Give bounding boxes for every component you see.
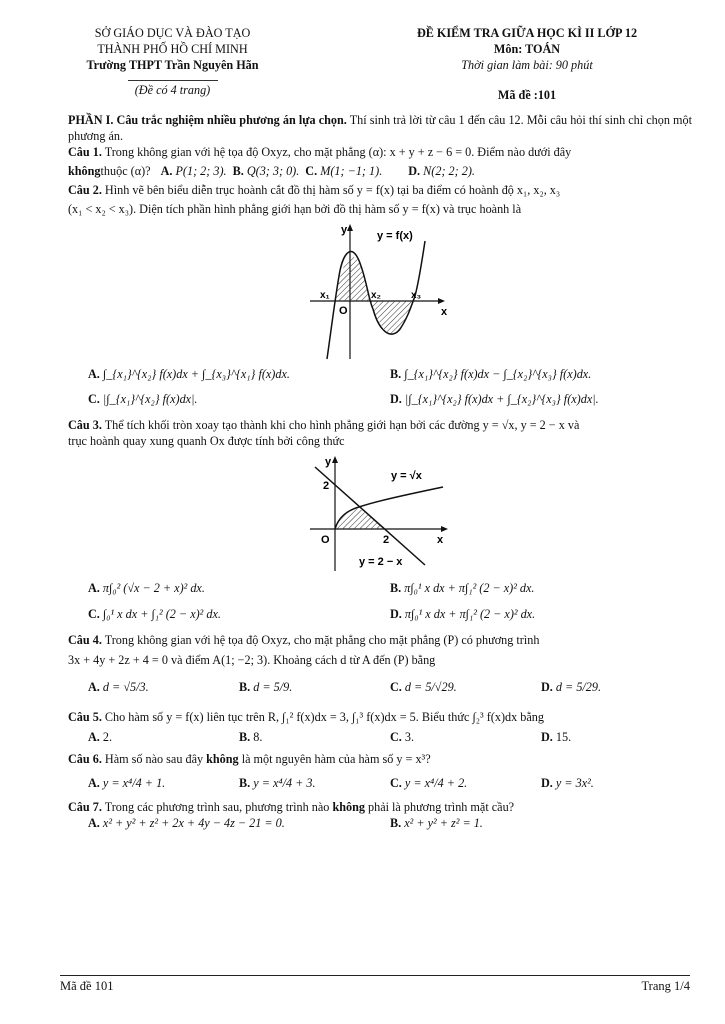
q3-x-arrow	[441, 526, 448, 532]
q1-option-d-letter: D.	[408, 164, 421, 179]
q2-x3-label: x₃	[411, 289, 422, 301]
q5-option-a-letter: A.	[88, 730, 100, 745]
q7-option-a-letter: A.	[88, 815, 100, 830]
q1-text: Trong không gian với hệ tọa độ Oxyz, cho mặt phẳng (α): x + y + z − 6 = 0. Điểm nào dưới đây	[101, 145, 572, 160]
q5-option-d[interactable]: 15.	[555, 730, 572, 745]
q1-emphasis: không	[68, 164, 101, 179]
q3-y-tick-2: 2	[323, 480, 330, 493]
exam-page	[68, 26, 692, 831]
q4-option-a[interactable]: d = √5/3.	[102, 680, 149, 695]
q2-options-row2	[68, 392, 692, 408]
q1-option-c-letter: C.	[305, 164, 318, 179]
q3-option-b-letter: B.	[390, 581, 402, 596]
q3-option-a[interactable]: π∫₀² (√x − 2 + x)² dx.	[102, 581, 205, 596]
q5-option-b[interactable]: 8.	[253, 730, 263, 745]
q7-text-pre: Trong các phương trình sau, phương trình nào	[101, 799, 333, 814]
q7-option-a[interactable]: x² + y² + z² + 2x + 4y − 4z − 21 = 0.	[102, 815, 285, 830]
q7-option-b[interactable]: x² + y² + z² = 1.	[404, 815, 483, 830]
q2-x1-label: x₁	[320, 289, 330, 301]
question-6	[68, 752, 692, 768]
q5-option-a[interactable]: 2.	[102, 730, 113, 745]
q2-y-label: y	[341, 223, 348, 236]
q6-option-c[interactable]: y = x⁴/4 + 2.	[404, 775, 468, 790]
q4-option-b[interactable]: d = 5/9.	[253, 680, 293, 695]
q6-emphasis: không	[206, 752, 239, 767]
q7-emphasis: không	[332, 799, 365, 814]
footer-exam-code: Mã đề 101	[60, 979, 114, 993]
q3-option-c[interactable]: ∫₀¹ x dx + ∫₁² (2 − x)² dx.	[102, 606, 221, 621]
q3-option-a-letter: A.	[88, 581, 100, 596]
part1-title: PHẦN I. Câu trắc nghiệm nhiều phương án lựa chọn.	[68, 113, 347, 128]
q1-option-a[interactable]: P(1; 2; 3).	[175, 164, 227, 179]
q3-line-label: y = 2 − x	[359, 556, 403, 569]
q2-option-d-letter: D.	[390, 392, 402, 407]
q3-curve-label: y = √x	[391, 470, 422, 483]
q6-option-d[interactable]: y = 3x².	[555, 775, 594, 790]
q6-options	[68, 776, 692, 792]
q3-graph	[305, 453, 455, 575]
question-5	[68, 710, 692, 726]
page-footer	[60, 975, 690, 994]
q4-option-d-letter: D.	[541, 680, 553, 695]
q2-options-row1	[68, 367, 692, 383]
q4-option-a-letter: A.	[88, 680, 100, 695]
q2-y-arrow	[347, 224, 353, 231]
q3-text: Thể tích khối tròn xoay tạo thành khi cho hình phẳng giới hạn bởi các đường y = √x, y = 2 − x và	[101, 418, 580, 433]
footer-page-number: Trang 1/4	[641, 979, 690, 993]
exam-title-block	[362, 26, 692, 103]
q6-option-d-letter: D.	[541, 775, 553, 790]
header-divider	[128, 80, 218, 81]
q4-option-c-letter: C.	[390, 680, 402, 695]
q2-origin-label: O	[339, 304, 348, 317]
q2-x2-label: x₂	[371, 289, 382, 301]
q7-text-post: phải là phương trình mặt cầu?	[364, 799, 515, 814]
q2-x-label: x	[441, 305, 448, 318]
q7-options	[68, 816, 692, 832]
q5-options	[68, 730, 692, 746]
question-7	[68, 800, 692, 816]
q3-label: Câu 3.	[68, 418, 102, 433]
part1-text: Thí sinh trả lời từ câu 1 đến câu 12. Mỗi câu hỏi thí sinh chỉ chọn một phương án.	[68, 113, 693, 144]
q2-option-b-letter: B.	[390, 366, 402, 381]
q3-options-row2	[68, 607, 692, 623]
q1-label: Câu 1.	[68, 145, 102, 160]
q2-option-b[interactable]: ∫_{x₁}^{x₂} f(x)dx − ∫_{x₂}^{x₃} f(x)dx.	[404, 366, 592, 381]
q3-shaded-region	[335, 508, 385, 529]
q4-options	[68, 680, 692, 696]
q6-option-a-letter: A.	[88, 775, 100, 790]
exam-code: Mã đề :101	[497, 87, 557, 102]
q4-text: Trong không gian với hệ tọa độ Oxyz, cho mặt phẳng cho mặt phẳng (P) có phương trình	[101, 632, 540, 647]
q5-label: Câu 5.	[68, 710, 102, 725]
q3-x-tick-2: 2	[383, 534, 390, 547]
q2-func-label: y = f(x)	[377, 229, 413, 242]
q3-x-label: x	[437, 534, 444, 547]
q2-x-arrow	[438, 298, 445, 304]
question-1	[68, 145, 692, 161]
q2-option-a-letter: A.	[88, 366, 100, 381]
school-name: Trường THPT Trần Nguyên Hãn	[86, 57, 259, 72]
question-4	[68, 633, 692, 649]
q4-option-d[interactable]: d = 5/29.	[555, 680, 602, 695]
q2-text: Hình vẽ bên biểu diễn trục hoành cắt đồ thị hàm số y = f(x) tại ba điểm có hoành độ x₁, x₂, x₃	[101, 182, 561, 197]
q1-option-b-letter: B.	[232, 164, 244, 179]
q7-option-b-letter: B.	[390, 815, 402, 830]
q3-origin-label: O	[321, 534, 330, 547]
q5-option-c[interactable]: 3.	[404, 730, 415, 745]
q3-option-c-letter: C.	[88, 606, 100, 621]
question-2	[68, 183, 692, 199]
q6-label: Câu 6.	[68, 752, 102, 767]
q1-option-d[interactable]: N(2; 2; 2).	[423, 164, 475, 179]
subject-name: Môn: TOÁN	[493, 41, 561, 56]
q3-options-row1	[68, 581, 692, 597]
q6-text-post: là một nguyên hàm của hàm số y = x³?	[238, 752, 431, 767]
page-count-note: (Đề có 4 trang)	[134, 82, 211, 97]
q2-option-d[interactable]: |∫_{x₁}^{x₂} f(x)dx + ∫_{x₂}^{x₃} f(x)dx|.	[404, 392, 599, 407]
q3-y-arrow	[332, 456, 338, 463]
q6-text-pre: Hàm số nào sau đây	[101, 752, 207, 767]
q1-option-b[interactable]: Q(3; 3; 0).	[246, 164, 300, 179]
q3-y-label: y	[325, 456, 332, 469]
q4-label: Câu 4.	[68, 632, 102, 647]
q3-line2: trục hoành quay xung quanh Ox được tính bởi công thức	[68, 434, 345, 449]
q5-option-c-letter: C.	[390, 730, 402, 745]
exam-header	[68, 26, 692, 103]
q6-option-c-letter: C.	[390, 775, 402, 790]
q2-line2: (x₁ < x₂ < x₃). Diện tích phần hình phẳng giới hạn bởi đồ thị hàm số y = f(x) và trục hoành là	[68, 201, 522, 216]
q7-label: Câu 7.	[68, 799, 102, 814]
q6-option-b-letter: B.	[239, 775, 251, 790]
q5-option-b-letter: B.	[239, 730, 251, 745]
city-name: THÀNH PHỐ HỒ CHÍ MINH	[97, 41, 248, 56]
q3-option-b[interactable]: π∫₀¹ x dx + π∫₁² (2 − x)² dx.	[404, 581, 535, 596]
part1-intro	[68, 113, 692, 145]
q1-option-c[interactable]: M(1; −1; 1).	[320, 164, 383, 179]
q1-line2	[68, 164, 692, 180]
q2-graph	[305, 221, 455, 361]
question-3	[68, 418, 692, 434]
q6-option-a[interactable]: y = x⁴/4 + 1.	[102, 775, 166, 790]
q2-option-c-letter: C.	[88, 392, 100, 407]
q2-label: Câu 2.	[68, 182, 102, 197]
q5-text: Cho hàm số y = f(x) liên tục trên R, ∫₁² f(x)dx = 3, ∫₁³ f(x)dx = 5. Biểu thức ∫₂³ f(x)dx bằng	[101, 710, 544, 725]
q5-option-d-letter: D.	[541, 730, 553, 745]
q2-option-c[interactable]: |∫_{x₁}^{x₂} f(x)dx|.	[102, 392, 198, 407]
q1-text2: thuộc (α)?	[100, 164, 151, 179]
duration-text: Thời gian làm bài: 90 phút	[461, 57, 593, 72]
q4-line2: 3x + 4y + 2z + 4 = 0 và điểm A(1; −2; 3). Khoảng cách d từ A đến (P) bằng	[68, 652, 436, 667]
q2-option-a[interactable]: ∫_{x₁}^{x₂} f(x)dx + ∫_{x₃}^{x₁} f(x)dx.	[102, 366, 290, 381]
q4-option-c[interactable]: d = 5/√29.	[404, 680, 457, 695]
exam-title: ĐỀ KIỂM TRA GIỮA HỌC KÌ II LỚP 12	[416, 26, 638, 40]
q6-option-b[interactable]: y = x⁴/4 + 3.	[253, 775, 316, 790]
department-name: SỞ GIÁO DỤC VÀ ĐÀO TẠO	[94, 26, 251, 40]
q1-option-a-letter: A.	[160, 164, 173, 179]
q3-option-d[interactable]: π∫₀¹ x dx + π∫₁² (2 − x)² dx.	[404, 606, 536, 621]
school-block	[60, 26, 285, 103]
q3-option-d-letter: D.	[390, 606, 402, 621]
q4-option-b-letter: B.	[239, 680, 251, 695]
